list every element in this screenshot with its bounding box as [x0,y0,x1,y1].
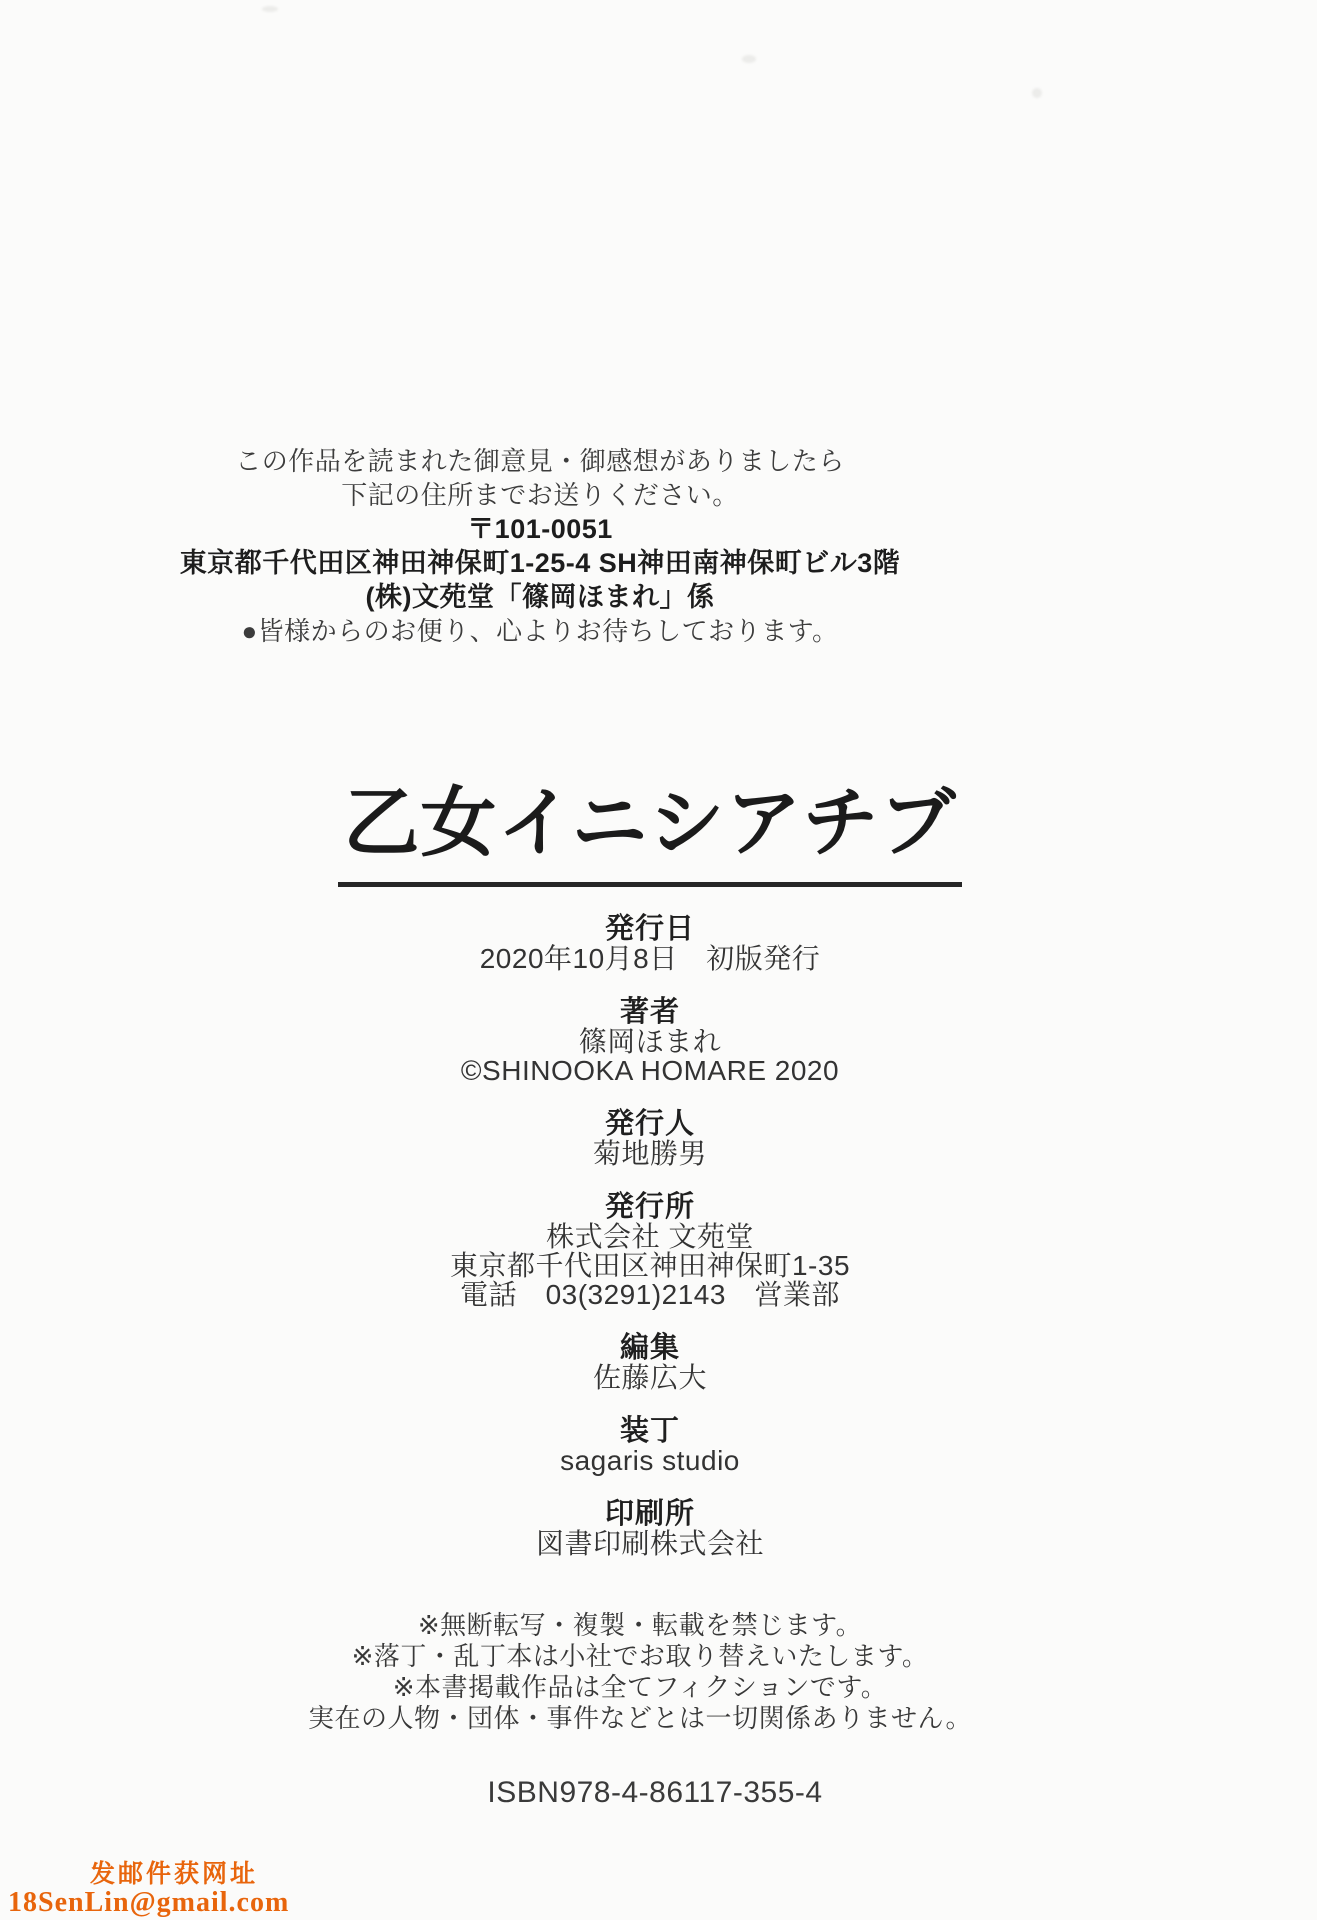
section-label: 著者 [619,996,680,1028]
publisher-phone: 電話 03(3291)2143 営業部 [460,1279,840,1310]
section-label: 装丁 [619,1415,680,1447]
publisher-name: 株式会社 文苑堂 [546,1221,754,1252]
section-label: 編集 [619,1332,680,1364]
scan-speck [742,55,756,63]
postal-code: 〒101-0051 [467,514,613,544]
book-title: 乙女イニシアチブ [338,770,963,887]
section-label: 印刷所 [604,1498,695,1530]
scan-speck [1032,88,1042,98]
editor-name: 佐藤広大 [592,1362,707,1393]
mail-recipient: (株)文苑堂「篠岡ほまれ」係 [365,582,715,612]
section-publication-date [0,914,1300,973]
section-design [0,1416,1300,1475]
designer-name: sagaris studio [560,1445,740,1476]
isbn: ISBN978-4-86117-355-4 [487,1776,823,1809]
publisher-address: 東京都千代田区神田神保町1-25-4 SH神田南神保町ビル3階 [179,548,901,578]
title-block [0,770,1300,887]
section-label: 発行所 [604,1191,695,1223]
author-name: 篠岡ほまれ [578,1026,722,1057]
colophon [0,914,1300,1582]
scan-speck [262,6,278,12]
notice-line: ※落丁・乱丁本は小社でお取り替えいたします。 [351,1641,929,1671]
notices-block [0,1610,1280,1734]
notice-line: 実在の人物・団体・事件などとは一切関係ありません。 [307,1703,973,1733]
section-issuer [0,1109,1300,1168]
feedback-closing: ●皆様からのお便り、心よりお待ちしております。 [241,616,839,646]
feedback-line-2: 下記の住所までお送りください。 [341,480,739,510]
section-publisher [0,1192,1300,1309]
printer-name: 図書印刷株式会社 [535,1528,764,1559]
feedback-block [0,444,1080,648]
section-label: 発行人 [604,1108,695,1140]
publisher-street-address: 東京都千代田区神田神保町1-35 [449,1250,851,1281]
section-author [0,997,1300,1085]
issuer-name: 菊地勝男 [592,1138,707,1169]
notice-line: ※本書掲載作品は全てフィクションです。 [392,1672,888,1702]
section-editor [0,1333,1300,1392]
section-label: 発行日 [604,913,695,945]
notice-line: ※無断転写・複製・転載を禁じます。 [417,1610,863,1640]
watermark [8,1860,289,1918]
copyright-line: ©SHINOOKA HOMARE 2020 [460,1055,840,1086]
section-printer [0,1499,1300,1558]
feedback-line-1: この作品を読まれた御意見・御感想がありましたら [235,446,845,476]
publication-date: 2020年10月8日 初版発行 [479,943,821,974]
watermark-email: 18SenLin@gmail.com [8,1887,290,1918]
watermark-cn-text: 发邮件获网址 [90,1860,259,1888]
